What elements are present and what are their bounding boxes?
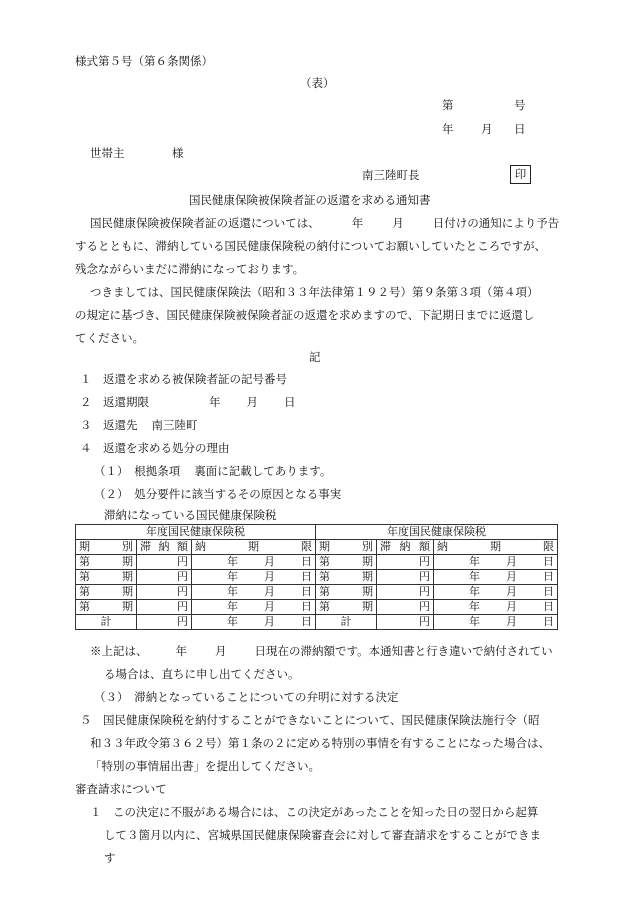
- seal-mark: 印: [510, 165, 531, 184]
- doc-number-suffix: 号: [514, 98, 526, 112]
- arrears-subheading: 滞納になっている国民健康保険税: [104, 508, 277, 522]
- date-day: 日: [514, 122, 526, 136]
- col-deadline-header: 納 期 限: [195, 540, 312, 553]
- recipient-honorific: 様: [172, 146, 184, 160]
- side-label: （表）: [300, 76, 335, 90]
- table-total-row: 計 円 年 月 日 計 円 年 月 日: [76, 615, 558, 630]
- intro-line-3: 残念ながらいまだに滞納になっております。: [75, 262, 305, 276]
- intro-line-1: 国民健康保険被保険者証の返還については、 年 月 日付けの通知により予告: [90, 216, 560, 230]
- item-4: ４ 返還を求める処分の理由: [80, 441, 230, 455]
- document-title: 国民健康保険被保険者証の返還を求める通知書: [189, 193, 431, 207]
- col-amount-header: 滞 納 額: [140, 540, 188, 553]
- item-5-line-3: 「特別の事情届出書」を提出してください。: [90, 759, 320, 773]
- appeal-heading: 審査請求について: [75, 782, 167, 796]
- col-amount-header: 滞 納 額: [380, 540, 431, 553]
- note-line-1: ※上記は、 年 月 日現在の滞納額です。本通知書と行き違いで納付されてい: [90, 644, 553, 658]
- appeal-line-2: して３箇月以内に、宮城県国民健康保険審査会に対して審査請求をすることができま: [104, 828, 541, 842]
- date-year: 年: [442, 122, 454, 136]
- ki-heading: 記: [309, 350, 321, 364]
- item-4-3: （３） 滞納となっていることについての弁明に対する決定: [94, 690, 399, 704]
- table-group-header-row: [76, 525, 558, 540]
- group-header-right: 年度国民健康保険税: [316, 525, 558, 540]
- doc-number-prefix: 第: [442, 98, 454, 112]
- table-row: 第 期 円 年 月 日 第 期 円 年 月 日: [76, 585, 558, 600]
- issuer-name: 南三陸町長: [362, 168, 420, 182]
- col-period-header: 期 別: [319, 540, 374, 553]
- note-line-2: る場合は、直ちに申し出てください。: [104, 667, 300, 681]
- col-deadline-header: 納 期 限: [437, 540, 555, 553]
- item-3: ３ 返還先 南三陸町: [80, 418, 198, 432]
- intro-line-6: てください。: [75, 331, 144, 345]
- table-row: 第 期 円 年 月 日 第 期 円 年 月 日: [76, 555, 558, 570]
- appeal-line-1: １ この決定に不服がある場合には、この決定があったことを知った日の翌日から起算: [90, 805, 539, 819]
- intro-line-5: の規定に基づき、国民健康保険被保険者証の返還を求めますので、下記期日までに返還し: [75, 308, 535, 322]
- appeal-line-3: す: [104, 851, 116, 865]
- item-4-2: （２） 処分要件に該当するその原因となる事実: [94, 487, 342, 501]
- intro-line-4: つきましては、国民健康保険法（昭和３３年法律第１９２号）第９条第３項（第４項）: [90, 285, 539, 299]
- item-1: １ 返還を求める被保険者証の記号番号: [80, 372, 287, 386]
- arrears-table: [75, 524, 558, 630]
- table-row: 第 期 円 年 月 日 第 期 円 年 月 日: [76, 570, 558, 585]
- intro-line-2: するとともに、滞納している国民健康保険税の納付についてお願いしていたところですが、: [75, 239, 547, 253]
- form-number: 様式第５号（第６条関係）: [75, 54, 213, 68]
- col-period-header: 期 別: [79, 540, 133, 553]
- item-5-line-1: ５ 国民健康保険税を納付することができないことについて、国民健康保険法施行令（昭: [80, 713, 540, 727]
- table-row: 第 期 円 年 月 日 第 期 円 年 月 日: [76, 600, 558, 615]
- group-header-left: 年度国民健康保険税: [76, 525, 316, 540]
- table-column-header-row: [76, 540, 558, 555]
- item-5-line-2: 和３３年政令第３６２号）第１条の２に定める特別の事情を有することになった場合は、: [90, 736, 550, 750]
- item-4-1: （１） 根拠条項 裏面に記載してあります。: [94, 464, 332, 478]
- date-month: 月: [481, 122, 493, 136]
- recipient-label: 世帯主: [90, 146, 125, 160]
- item-2: ２ 返還期限 年 月 日: [80, 395, 296, 409]
